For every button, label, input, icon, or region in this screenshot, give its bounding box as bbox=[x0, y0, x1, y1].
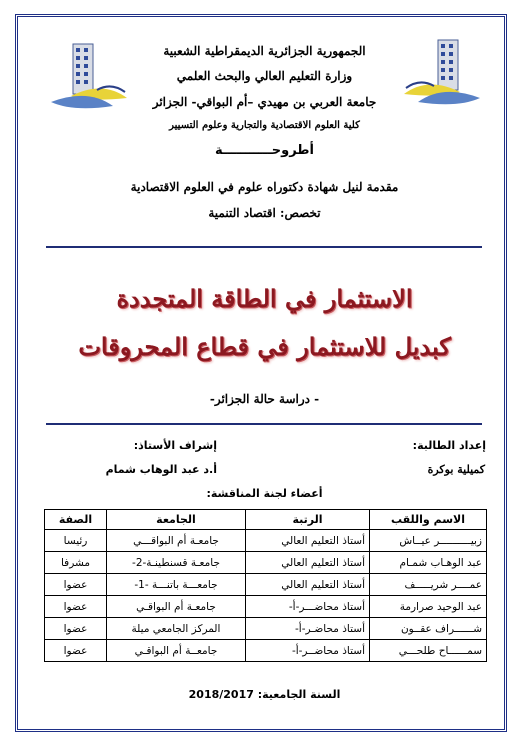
member-university: المركز الجامعي ميلة bbox=[107, 618, 246, 640]
member-role: عضوا bbox=[45, 640, 107, 662]
member-name: زبيــــــــــر عيــاش bbox=[370, 530, 487, 552]
member-university: جامعــة أم البواقـي bbox=[107, 640, 246, 662]
thesis-specialty: تخصص: اقتصاد التنمية bbox=[208, 206, 321, 220]
column-header: الجامعة bbox=[107, 510, 246, 530]
column-header: الاسم واللقب bbox=[370, 510, 487, 530]
thesis-purpose: مقدمة لنيل شهادة دكتوراه علوم في العلوم الاقتصادية bbox=[130, 180, 399, 194]
column-header: الصفة bbox=[45, 510, 107, 530]
member-name: عبد الوحيد صرارمة bbox=[370, 596, 487, 618]
ministry-name: وزارة التعليم العالي والبحث العلمي bbox=[176, 69, 353, 83]
student-label: إعداد الطالبة: bbox=[412, 439, 486, 452]
thesis-title-line-1: الاستثمار في الطاقة المتجددة bbox=[116, 284, 413, 313]
case-study-subtitle: - دراسة حالة الجزائر- bbox=[209, 392, 320, 406]
supervisor-name: أ.د عبد الوهاب شمام bbox=[105, 463, 217, 476]
academic-year bbox=[0, 688, 529, 701]
republic-name: الجمهورية الجزائرية الديمقراطية الشعبية bbox=[163, 44, 366, 58]
committee-label: أعضاء لجنة المناقشة: bbox=[206, 487, 323, 500]
academic-year-value: 2018/2017 bbox=[188, 688, 254, 701]
member-university: جامعـــة باتنـــة -1- bbox=[107, 574, 246, 596]
table-row bbox=[45, 640, 487, 662]
member-rank: أستاذ محاضــر-أ- bbox=[246, 640, 370, 662]
faculty-name: كلية العلوم الاقتصادية والتجارية وعلوم التسيير bbox=[169, 120, 360, 131]
member-name: شــــــراف عقــون bbox=[370, 618, 487, 640]
student-name: كميلية بوكرة bbox=[427, 463, 485, 476]
member-rank: أستاذ التعليم العالي bbox=[246, 574, 370, 596]
committee-table bbox=[44, 509, 487, 662]
member-role: مشرفا bbox=[45, 552, 107, 574]
member-rank: أستاذ التعليم العالي bbox=[246, 552, 370, 574]
thesis-type: أطروحـــــــــــة bbox=[215, 143, 314, 158]
academic-year-label: السنة الجامعية: bbox=[257, 688, 341, 701]
member-role: رئيسا bbox=[45, 530, 107, 552]
university-name: جامعة العربي بن مهيدي –أم البواقي- الجزائر bbox=[152, 95, 377, 109]
table-row bbox=[45, 618, 487, 640]
member-rank: أستاذ محاضـــر-أ- bbox=[246, 596, 370, 618]
table-header-row bbox=[45, 510, 487, 530]
member-role: عضوا bbox=[45, 596, 107, 618]
table-row bbox=[45, 530, 487, 552]
member-university: جامعـة أم البواقـي bbox=[107, 596, 246, 618]
table-row bbox=[45, 574, 487, 596]
member-rank: أستاذ محاضـر-أ- bbox=[246, 618, 370, 640]
member-role: عضوا bbox=[45, 618, 107, 640]
member-name: عمــــر شريـــــف bbox=[370, 574, 487, 596]
bottom-divider bbox=[46, 423, 482, 425]
member-university: جامعـة قسنطينـة-2- bbox=[107, 552, 246, 574]
member-name: سمــــــاح طلحـــي bbox=[370, 640, 487, 662]
table-row bbox=[45, 552, 487, 574]
member-university: جامعـة أم البواقـــي bbox=[107, 530, 246, 552]
member-role: عضوا bbox=[45, 574, 107, 596]
column-header: الرتبة bbox=[246, 510, 370, 530]
thesis-title-line-2: كبديل للاستثمار في قطاع المحروقات bbox=[78, 332, 451, 361]
top-divider bbox=[46, 246, 482, 248]
member-name: عبد الوهـاب شمـام bbox=[370, 552, 487, 574]
supervisor-label: إشراف الأستاذ: bbox=[133, 439, 217, 452]
member-rank: أستاذ التعليم العالي bbox=[246, 530, 370, 552]
table-row bbox=[45, 596, 487, 618]
